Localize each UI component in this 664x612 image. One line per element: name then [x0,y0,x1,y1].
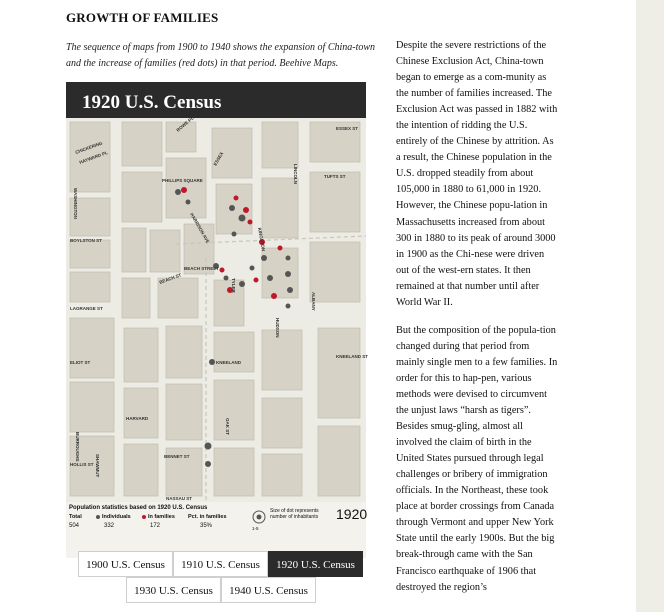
individual-dot-icon [96,515,100,519]
label-nassau-st: NASSAU ST [166,496,193,501]
label-beach-street: BEACH STREET [184,266,220,271]
tab-1930-census[interactable]: 1930 U.S. Census [126,577,221,603]
label-washington: WASHINGTON [73,188,78,219]
label-eliot-st: ELIOT ST [70,360,91,365]
label-oak-st: OAK ST [225,418,230,436]
stats-heading: Population statistics based on 1920 U.S. Census [69,505,208,511]
label-chickering: CHICKERING [74,140,104,155]
section-title: GROWTH OF FAMILIES [66,10,219,25]
label-kingston: KINGSTON [257,227,267,252]
map-title: 1920 U.S. Census [82,92,222,113]
stats-val-total: 504 [69,523,80,529]
label-rowe-pl: ROWE PL [175,115,195,133]
label-shawmut: SHAWMUT [95,454,100,478]
label-albany: ALBANY [311,292,316,311]
stats-val-families: 172 [150,523,161,529]
census-map-figure [66,82,369,531]
label-essex: ESSEX [212,150,225,167]
label-bennet-st: BENNET ST [164,454,190,459]
right-margin-panel [636,0,664,612]
dot-size-legend-icon [250,508,268,526]
label-phillips-square: PHILLIPS SQUARE [162,178,203,183]
label-hudson: HUDSON [275,318,280,338]
stats-year: 1920 [336,506,368,522]
label-harvard: HARVARD [126,416,149,421]
label-harrison-ave: HARRISON AVE [189,212,211,244]
label-tyler: TYLER [231,278,236,293]
stats-val-individuals: 332 [104,523,115,529]
map-caption: The sequence of maps from 1900 to 1940 shows the expansion of China-town and the increase of families (red dots) in that period. Beehive Maps. [66,42,376,69]
tab-1940-census[interactable]: 1940 U.S. Census [221,577,316,603]
label-hollis-st: HOLLIS ST [70,462,94,467]
label-tufts-st: TUFTS ST [324,174,346,179]
dot-size-note: Size of dot represents number of inhabitants [270,508,319,520]
stats-col-pct: Pct. in families [188,514,227,520]
label-burroughs: BURROUGHS [75,432,80,462]
map-area [66,115,369,501]
label-beach-st: BEACH ST [158,272,182,285]
stats-val-pct: 35% [200,523,213,529]
label-boylston-st: BOYLSTON ST [70,238,102,243]
label-kneeland-st: KNEELAND ST [336,354,369,359]
label-kneeland: KNEELAND [216,360,242,365]
label-hayward-pl: HAYWARD PL [78,150,109,165]
population-stats [66,502,366,558]
article-body [396,38,558,608]
stats-col-total: Total [69,514,82,520]
tab-1900-census[interactable]: 1900 U.S. Census [78,551,173,577]
street-labels [66,115,369,502]
family-dot-icon [142,515,146,519]
stats-col-individuals: Individuals [96,514,131,520]
label-lincoln: LINCOLN [293,164,298,184]
tab-1910-census[interactable]: 1910 U.S. Census [173,551,268,577]
article-paragraph-1: Despite the severe restrictions of the Chinese Exclusion Act, China-town began to emerge as a com-munity as the number of families increased. The Exclusion Act was passed in 1882 with the intention of ridding the U.S. entirely of the Chinese by attrition. As a result, the Chinese population in the U.S. dropped steadily from about 105,000 in 1880 to 61,000 in 1920. However, the Chinese popu-lation in Massachusetts increased from about 300 in 1880 to its peak of around 3000 in 1900 as the Chi-nese were driven out of the west-ern states. It then remained at that number until after World War II. [396,40,558,308]
tab-1920-census[interactable]: 1920 U.S. Census [268,551,363,577]
stats-col-families: In families [142,514,175,520]
dot-size-scale: 1-5 [252,526,259,531]
label-essex-st: ESSEX ST [336,126,359,131]
article-paragraph-2: But the composition of the popula-tion changed during that period from mainly single men to a few families. In order for this to hap-pen, various methods were devised to circumvent the unjust laws “harsh as tigers”. Besides smug-gling, almost all involved the claim of birth in the United States pursued through legal challenges or bribery of immigration officials. In the Northeast, these took place at border crossings from Canada through Vermont and upper New York State until the early 1900s. But the big break-through came with the San Francisco earthquake of 1906 that destroyed the region’s [396,324,558,593]
label-lagrange-st: LAGRANGE ST [70,306,103,311]
